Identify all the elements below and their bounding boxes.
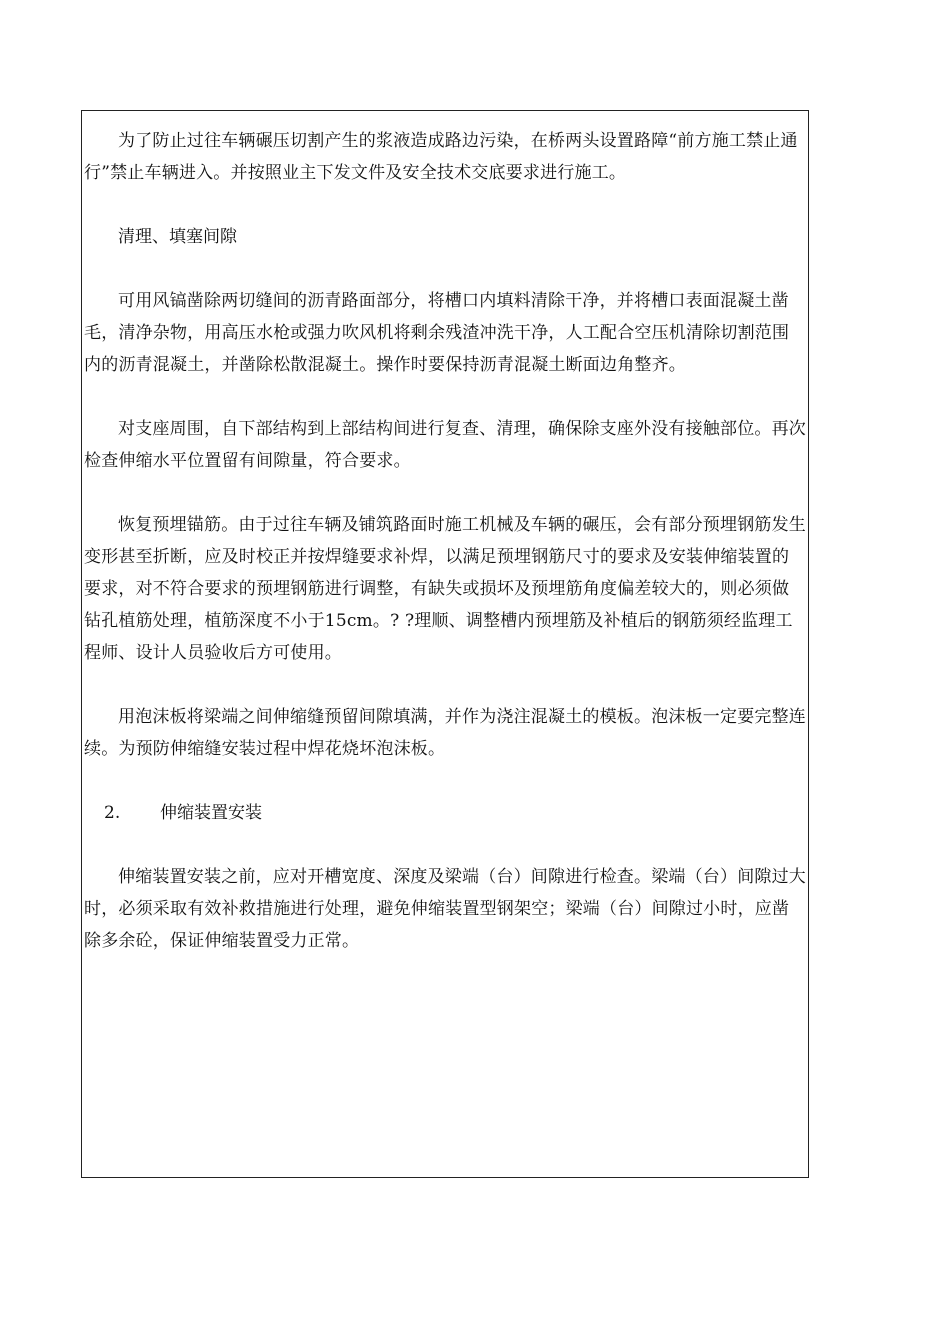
heading-expansion-install [84, 797, 806, 829]
heading-clean-fill-gap: 清理、填塞间隙 [118, 227, 237, 247]
document-frame [81, 110, 809, 1178]
paragraph-anchor-restore: 恢复预埋锚筋。由于过往车辆及铺筑路面时施工机械及车辆的碾压，会有部分预埋钢筋发生变形甚至折断，应及时校正并按焊缝要求补焊，以满足预埋钢筋尺寸的要求及安装伸缩装置的要求，对不符合要求的预埋钢筋进行调整，有缺失或损坏及预埋筋角度偏差较大的，则必须做钻孔植筋处理，植筋深度不小于15cm。? ?理顺、调整槽内预埋筋及补植后的钢筋须经监理工程师、设计人员验收后方可使用。 [84, 515, 806, 663]
heading-text: 伸缩装置安装 [160, 803, 262, 823]
paragraph-pre-install-check: 伸缩装置安装之前，应对开槽宽度、深度及梁端（台）间隙进行检查。梁端（台）间隙过大时，必须采取有效补救措施进行处理，避免伸缩装置型钢架空；梁端（台）间隙过小时，应凿除多余砼，保证伸缩装置受力正常。 [84, 867, 806, 951]
paragraph-bearing-check: 对支座周围，自下部结构到上部结构间进行复查、清理，确保除支座外没有接触部位。再次检查伸缩水平位置留有间隙量，符合要求。 [84, 419, 806, 471]
heading-number: 2. [104, 803, 121, 823]
paragraph-road-barrier: 为了防止过往车辆碾压切割产生的浆液造成路边污染，在桥两头设置路障“前方施工禁止通行”禁止车辆进入。并按照业主下发文件及安全技术交底要求进行施工。 [84, 131, 798, 183]
document-body [84, 125, 806, 989]
paragraph-foam-board: 用泡沫板将梁端之间伸缩缝预留间隙填满，并作为浇注混凝土的模板。泡沫板一定要完整连续。为预防伸缩缝安装过程中焊花烧坏泡沫板。 [84, 707, 806, 759]
paragraph-chisel-clean: 可用风镐凿除两切缝间的沥青路面部分，将槽口内填料清除干净，并将槽口表面混凝土凿毛，清净杂物，用高压水枪或强力吹风机将剩余残渣冲洗干净，人工配合空压机清除切割范围内的沥青混凝土，并凿除松散混凝土。操作时要保持沥青混凝土断面边角整齐。 [84, 291, 790, 375]
